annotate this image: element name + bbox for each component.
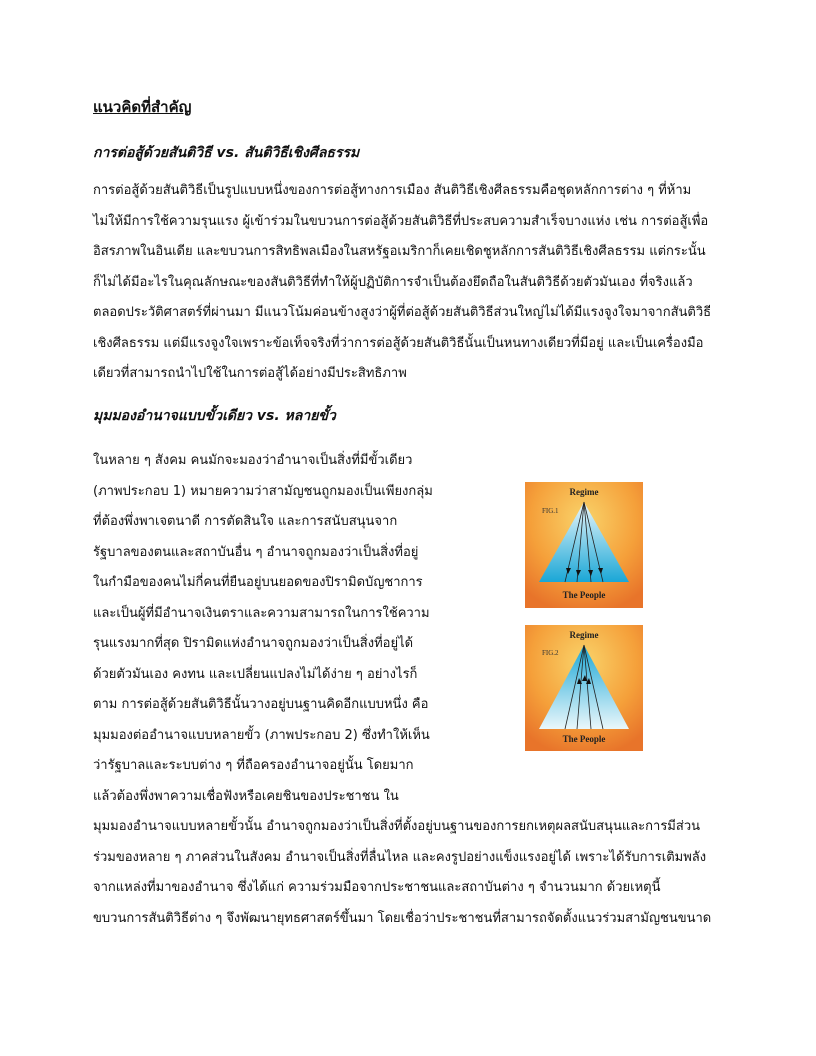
people-label: The People: [562, 734, 606, 744]
text-line: ก็ไม่ได้มีอะไรในคุณลักษณะของสันติวิธีที่ทำให้ผู้ปฏิบัติการจำเป็นต้องยึดถือในสันติวิธีด้วยตัวมันเอง ที่จริงแล้ว: [93, 274, 693, 290]
text-line: เดียวที่สามารถนำไปใช้ในการต่อสู้ได้อย่างมีประสิทธิภาพ: [93, 366, 407, 381]
figure-2-graphic: [525, 625, 643, 751]
text-line: ตาม การต่อสู้ด้วยสันติวิธีนั้นวางอยู่บนฐานคิดอีกแบบหนึ่ง คือ: [93, 697, 429, 712]
section1-paragraph: [93, 176, 711, 390]
text-line: รัฐบาลของตนและสถาบันอื่น ๆ อำนาจถูกมองว่าเป็นสิ่งที่อยู่: [93, 544, 419, 560]
text-line: มุมมองต่ออำนาจแบบหลายขั้ว (ภาพประกอบ 2) ซึ่งทำให้เห็น: [93, 727, 430, 743]
text-line: การต่อสู้ด้วยสันติวิธีเป็นรูปแบบหนึ่งของการต่อสู้ทางการเมือง สันติวิธีเชิงศีลธรรมคือชุดหลักการต่าง ๆ ที่ห้าม: [93, 183, 692, 198]
text-line: ว่ารัฐบาลและระบบต่าง ๆ ที่ถือครองอำนาจอยู่นั้น โดยมาก: [93, 758, 414, 773]
people-label: The People: [562, 590, 606, 600]
text-line: (ภาพประกอบ 1) หมายความว่าสามัญชนถูกมองเป็นเพียงกลุ่ม: [93, 483, 433, 499]
fig-label: FIG.1: [542, 507, 559, 515]
text-line: ร่วมของหลาย ๆ ภาคส่วนในสังคม อำนาจเป็นสิ่งที่ลื่นไหล และคงรูปอย่างแข็งแรงอยู่ได้ เพราะได้รับการเติมพลัง: [93, 849, 707, 865]
section1-title: การต่อสู้ด้วยสันติวิธี vs. สันติวิธีเชิงศีลธรรม: [93, 145, 360, 161]
text-line: เชิงศีลธรรม แต่มีแรงจูงใจเพราะข้อเท็จจริงที่ว่าการต่อสู้ด้วยสันติวิธีนั้นเป็นหนทางเดียวที่มีอยู่ และเป็นเครื่องมือ: [93, 335, 704, 351]
text-line: ในกำมือของคนไม่กี่คนที่ยืนอยู่บนยอดของปิรามิดบัญชาการ: [93, 575, 423, 590]
page-heading: แนวคิดที่สำคัญ: [93, 98, 192, 116]
text-line: อิสรภาพในอินเดีย และขบวนการสิทธิพลเมืองในสหรัฐอเมริกาก็เคยเชิดชูหลักการสันติวิธีเชิงศีลธรรม แต่กระนั้น: [93, 244, 706, 259]
figure-1-graphic: [525, 482, 643, 608]
figure-1-pyramid: [525, 482, 643, 608]
text-line: ไม่ให้มีการใช้ความรุนแรง ผู้เข้าร่วมในขบวนการต่อสู้ด้วยสันติวิธีที่ประสบความสำเร็จบางแห่ง เช่น การต่อสู้เพื่อ: [93, 213, 709, 229]
text-line: แล้วต้องพึ่งพาความเชื่อฟังหรือเคยชินของประชาชน ใน: [93, 788, 399, 804]
text-line: ขบวนการสันติวิธีต่าง ๆ จึงพัฒนายุทธศาสตร์ขึ้นมา โดยเชื่อว่าประชาชนที่สามารถจัดตั้งแนวร่วมสามัญชนขนาด: [93, 910, 712, 926]
text-line: ตลอดประวัติศาสตร์ที่ผ่านมา มีแนวโน้มค่อนข้างสูงว่าผู้ที่ต่อสู้ด้วยสันติวิธีส่วนใหญ่ไม่ได้มีแรงจูงใจมาจากสันติวิธี: [93, 305, 712, 320]
regime-label: Regime: [569, 487, 599, 497]
regime-label: Regime: [569, 630, 599, 640]
text-line: รุนแรงมากที่สุด ปิรามิดแห่งอำนาจถูกมองว่าเป็นสิ่งที่อยู่ได้: [93, 636, 414, 651]
text-line: และเป็นผู้ที่มีอำนาจเงินตราและความสามารถในการใช้ความ: [93, 605, 430, 621]
text-line: ที่ต้องพึ่งพาเจตนาดี การตัดสินใจ และการสนับสนุนจาก: [93, 514, 398, 529]
text-line: มุมมองอำนาจแบบหลายขั้วนั้น อำนาจถูกมองว่าเป็นสิ่งที่ตั้งอยู่บนฐานของการยกเหตุผลสนับสนุนและการมีส่วน: [93, 819, 701, 834]
text-line: จากแหล่งที่มาของอำนาจ ซึ่งได้แก่ ความร่วมมือจากประชาชนและสถาบันต่าง ๆ จำนวนมาก ด้วยเหตุนี้: [93, 880, 661, 895]
fig-label: FIG.2: [542, 649, 559, 657]
figure-2-pyramid: [525, 625, 643, 751]
text-line: ด้วยตัวมันเอง คงทน และเปลี่ยนแปลงไม่ได้ง่าย ๆ อย่างไรก็: [93, 666, 418, 682]
text-line: ในหลาย ๆ สังคม คนมักจะมองว่าอำนาจเป็นสิ่งที่มีขั้วเดียว: [93, 453, 413, 468]
section2-title: มุมมองอำนาจแบบขั้วเดียว vs. หลายขั้ว: [93, 408, 336, 424]
